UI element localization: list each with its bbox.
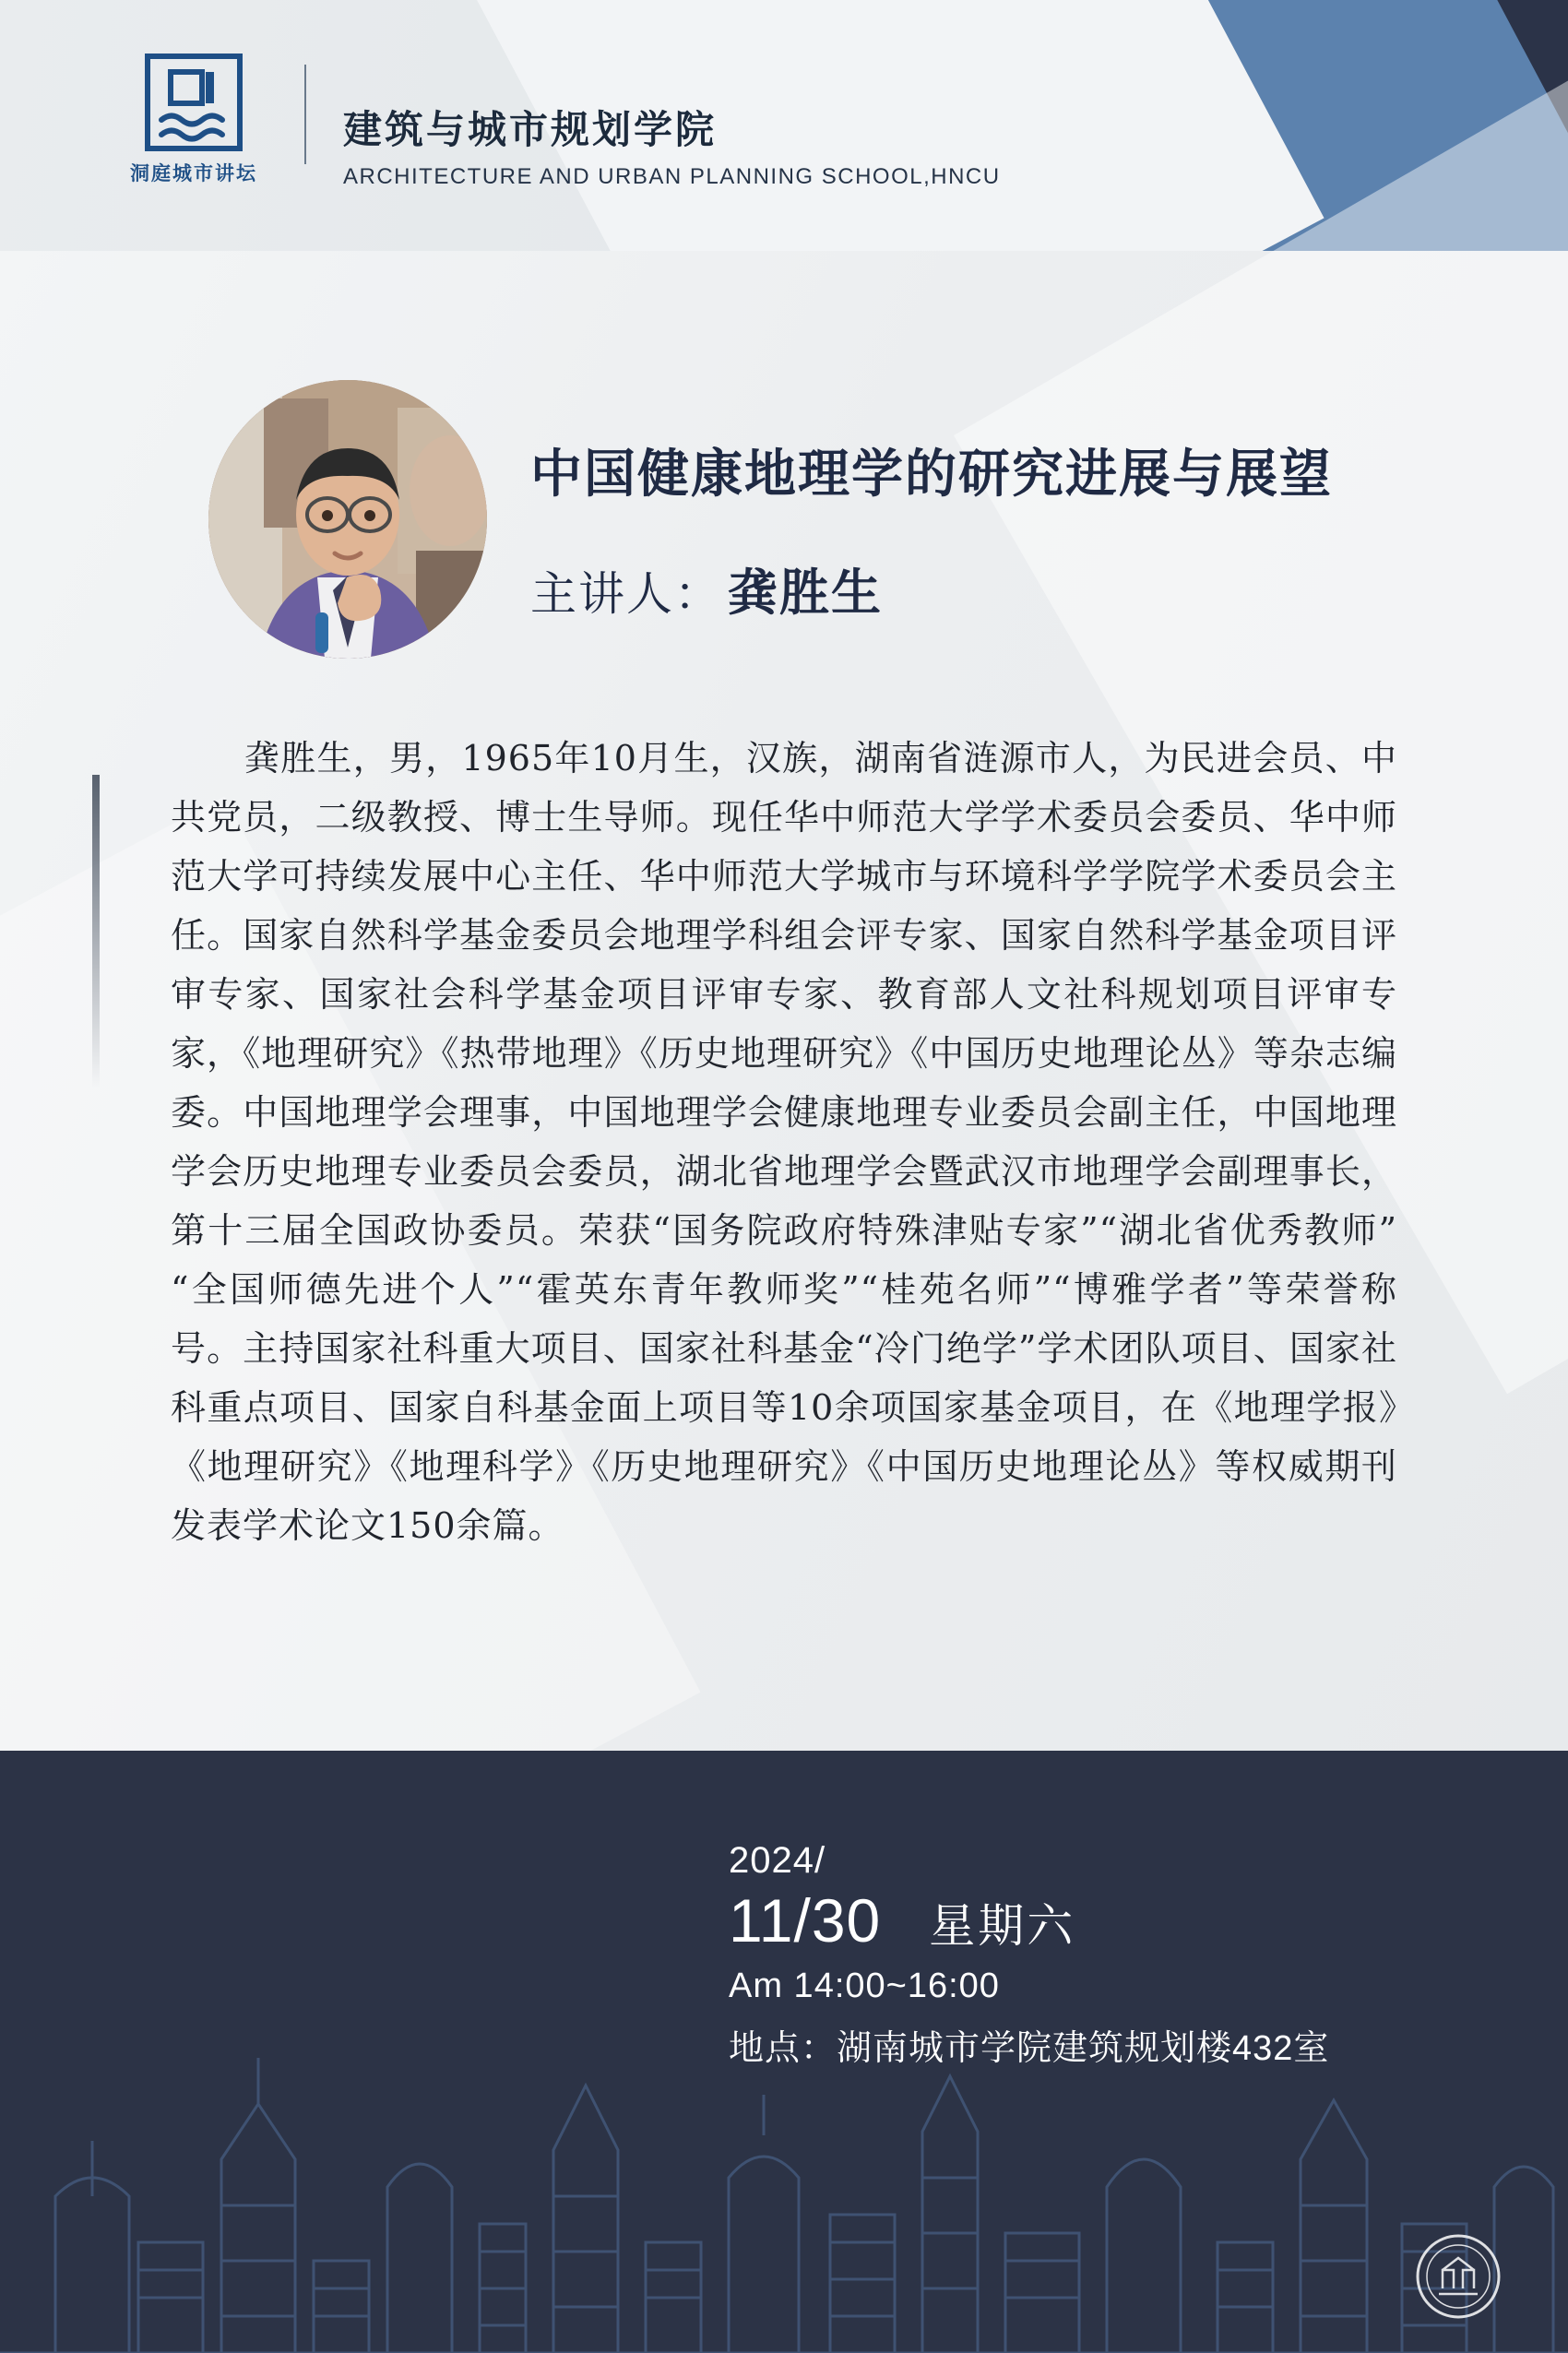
forum-logo-caption: 洞庭城市讲坛 (130, 163, 257, 184)
event-place: 地点：湖南城市学院建筑规划楼432室 (729, 2029, 1330, 2068)
forum-logo-icon (145, 53, 243, 151)
event-time: Am 14:00~16:00 (729, 1967, 1000, 2005)
event-year: 2024/ (729, 1840, 826, 1881)
talk-title: 中国健康地理学的研究进展与展望 (530, 445, 1333, 503)
university-seal-icon (1415, 2233, 1502, 2320)
event-date-row (729, 1885, 1329, 1955)
event-date: 11/30 (729, 1886, 882, 1955)
event-info (729, 1840, 1329, 2070)
event-weekday: 星期六 (929, 1900, 1076, 1952)
speaker-bio: 龚胜生，男，1965年10月生，汉族，湖南省涟源市人，为民进会员、中共党员，二级教授、博士生导师。现任华中师范大学学术委员会委员、华中师范大学可持续发展中心主任、华中师范大学城市与环境科学学院学术委员会主任。国家自然科学基金委员会地理学科组会评专家、国家自然科学基金项目评审专家、国家社会科学基金项目评审专家、教育部人文社科规划项目评审专家，《地理研究》《热带地理》《历史地理研究》《中国历史地理论丛》等杂志编委。中国地理学会理事，中国地理学会健康地理专业委员会副主任，中国地理学会历史地理专业委员会委员，湖北省地理学会暨武汉市地理学会副理事长，第十三届全国政协委员。荣获“国务院政府特殊津贴专家”“湖北省优秀教师”“全国师德先进个人”“霍英东青年教师奖”“桂苑名师”“博雅学者”等荣誉称号。主持国家社科重大项目、国家社科基金“冷门绝学”学术团队项目、国家社科重点项目、国家自科基金面上项目等10余项国家基金项目，在《地理学报》《地理研究》《地理科学》《历史地理研究》《中国历史地理论丛》等权威期刊发表学术论文150余篇。 (171, 738, 1397, 1546)
speaker-name: 龚胜生 (728, 565, 883, 621)
speaker-line (530, 553, 883, 624)
bio-accent-bar (92, 775, 100, 1088)
forum-logo (129, 53, 258, 186)
school-name-en: ARCHITECTURE AND URBAN PLANNING SCHOOL,HNCU (343, 164, 1001, 189)
speaker-label: 主讲人： (530, 568, 722, 620)
header-divider (304, 65, 306, 164)
school-name-cn: 建筑与城市规划学院 (343, 108, 718, 151)
speaker-portrait (208, 380, 487, 659)
